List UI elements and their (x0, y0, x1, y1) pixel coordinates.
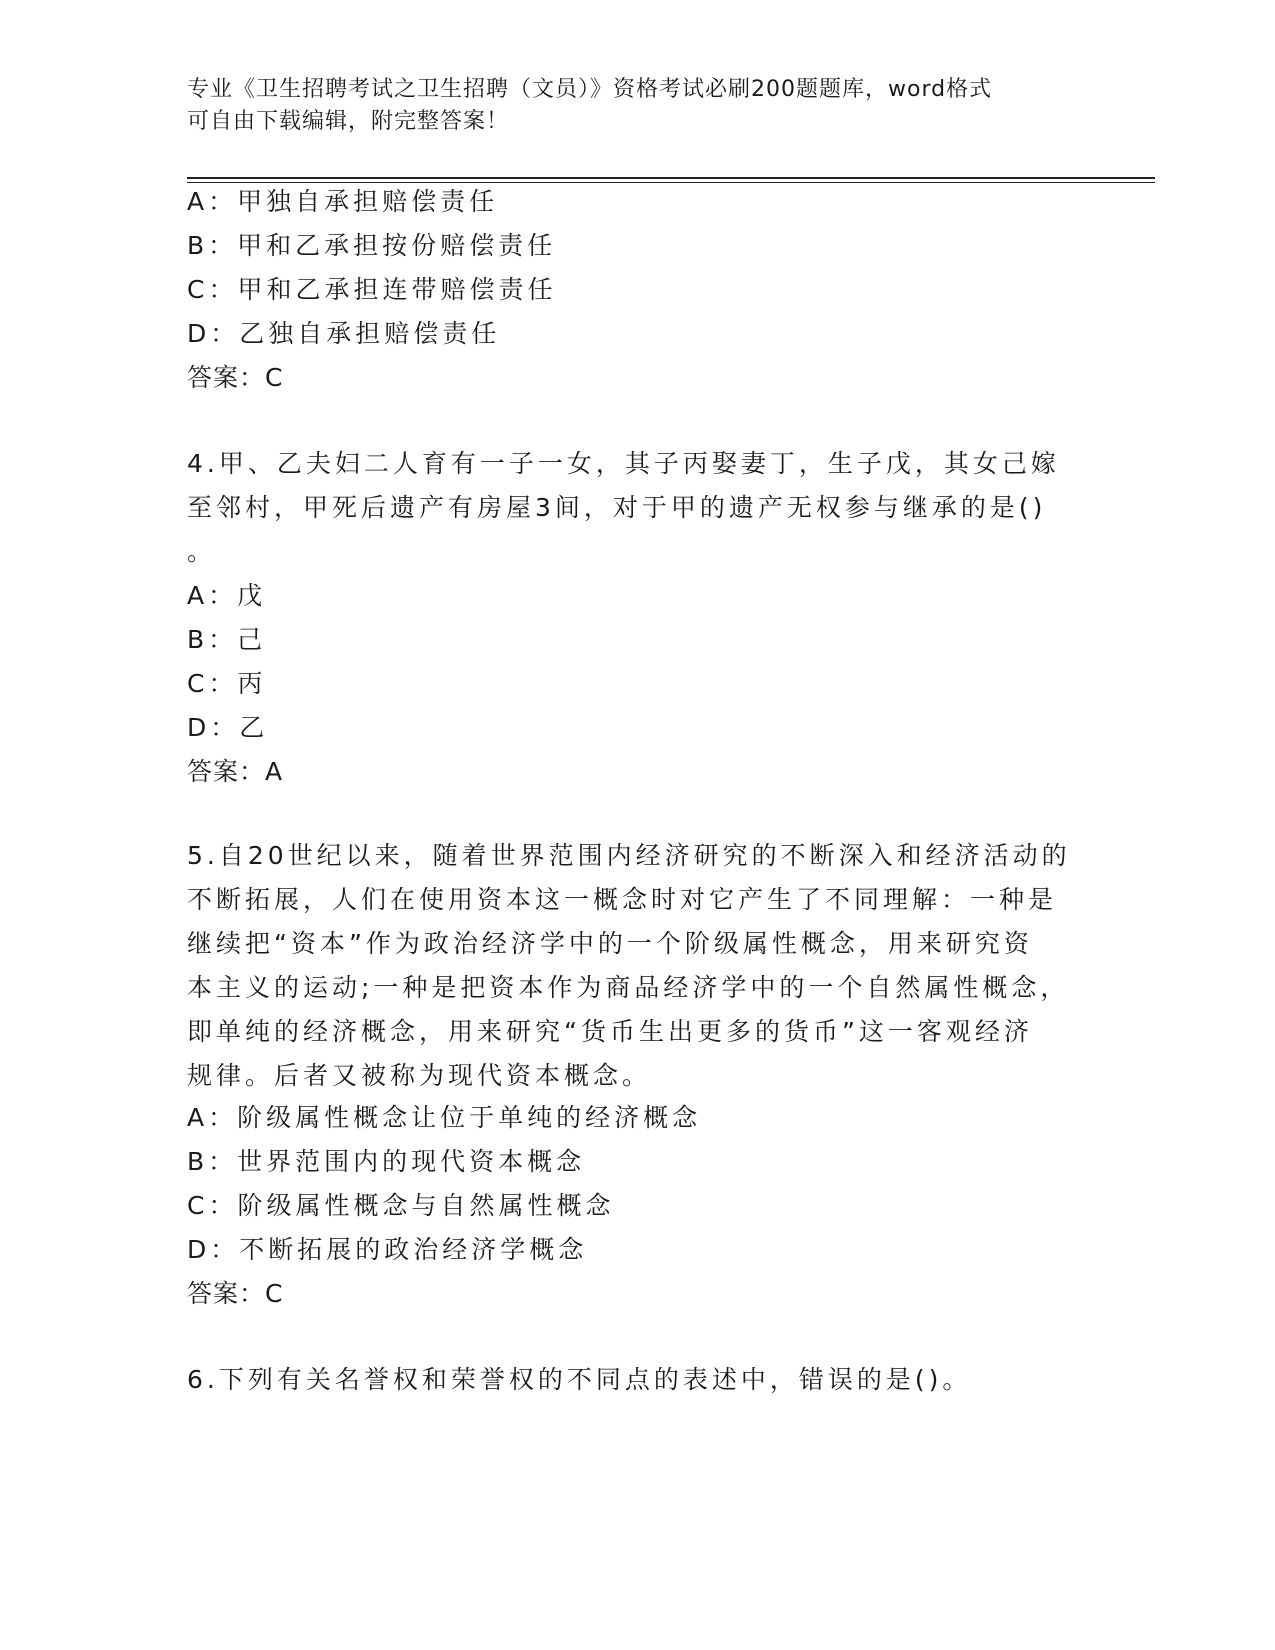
q5-stem-line-3: 继续把“资本”作为政治经济学中的一个阶级属性概念，用来研究资 (187, 929, 1033, 958)
header-line-1: 专业《卫生招聘考试之卫生招聘（文员）》资格考试必刷200题题库，word格式 (187, 77, 993, 102)
q5-answer: 答案：C (187, 1279, 284, 1308)
q3-option-c: C：甲和乙承担连带赔偿责任 (187, 275, 557, 304)
q4-stem-line-3: 。 (187, 537, 217, 566)
q4-option-c: C：丙 (187, 669, 267, 698)
q4-stem-line-1: 4.甲、乙夫妇二人育有一子一女，其子丙娶妻丁，生子戊，其女己嫁 (187, 449, 1060, 478)
q5-stem-line-4: 本主义的运动;一种是把资本作为商品经济学中的一个自然属性概念， (187, 973, 1070, 1002)
q5-option-b: B：世界范围内的现代资本概念 (187, 1147, 586, 1176)
q3-option-a: A：甲独自承担赔偿责任 (187, 187, 499, 216)
document-header (187, 74, 1067, 138)
header-line-2: 可自由下载编辑，附完整答案！ (187, 109, 510, 134)
q3-option-b: B：甲和乙承担按份赔偿责任 (187, 231, 557, 260)
q3-option-d: D：乙独自承担赔偿责任 (187, 319, 501, 348)
q4-option-a: A：戊 (187, 581, 267, 610)
q5-stem-line-1: 5.自20世纪以来，随着世界范围内经济研究的不断深入和经济活动的 (187, 841, 1071, 870)
q5-stem-line-5: 即单纯的经济概念，用来研究“货币生出更多的货币”这一客观经济 (187, 1017, 1033, 1046)
q4-option-d: D：乙 (187, 713, 269, 742)
header-rule-top (187, 177, 1155, 179)
q3-answer: 答案：C (187, 363, 284, 392)
q5-option-a: A：阶级属性概念让位于单纯的经济概念 (187, 1103, 702, 1132)
q6-stem-line-1: 6.下列有关名誉权和荣誉权的不同点的表述中，错误的是()。 (187, 1365, 972, 1394)
q5-option-c: C：阶级属性概念与自然属性概念 (187, 1191, 615, 1220)
header-rule-bottom (187, 182, 1155, 183)
q5-stem-line-6: 规律。后者又被称为现代资本概念。 (187, 1061, 652, 1090)
q5-stem-line-2: 不断拓展，人们在使用资本这一概念时对它产生了不同理解：一种是 (187, 885, 1058, 914)
q4-answer: 答案：A (187, 757, 284, 786)
q5-option-d: D：不断拓展的政治经济学概念 (187, 1235, 588, 1264)
q4-stem-line-2: 至邻村，甲死后遗产有房屋3间，对于甲的遗产无权参与继承的是() (187, 493, 1047, 522)
q4-option-b: B：己 (187, 625, 267, 654)
